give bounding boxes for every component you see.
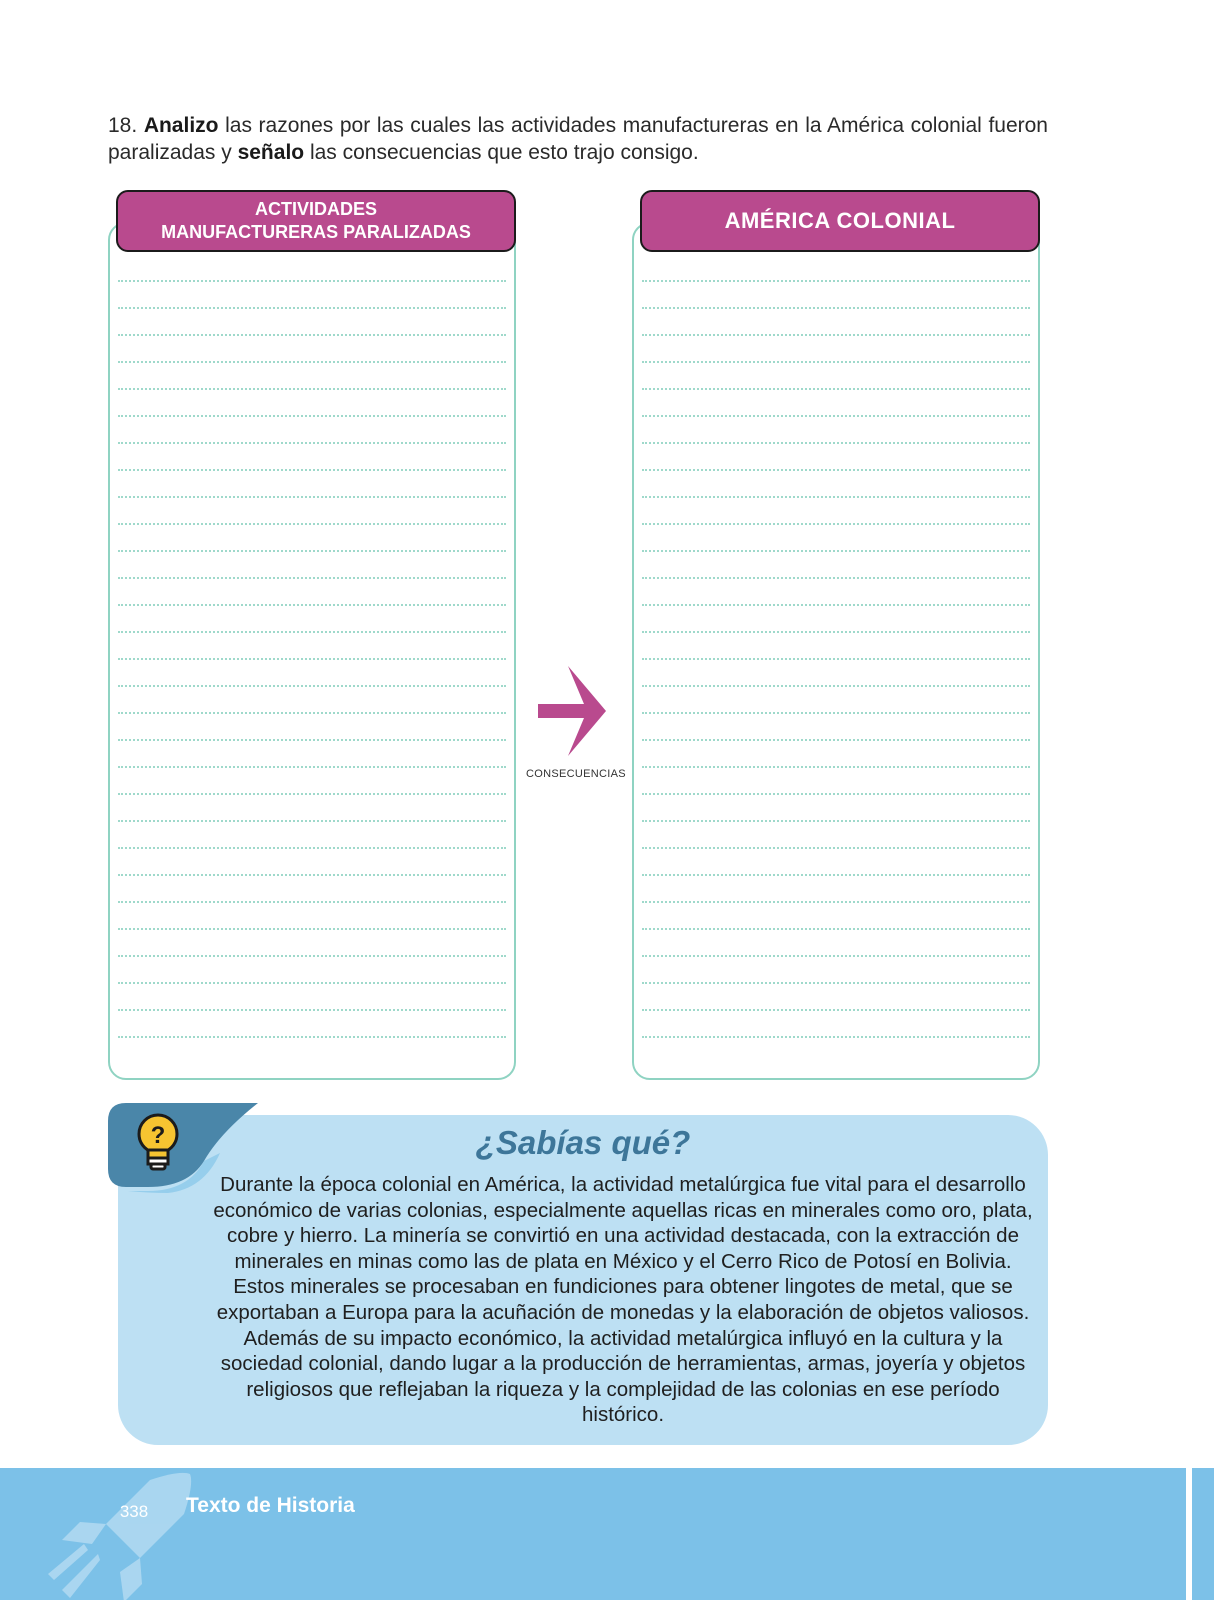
consequences-label: CONSECUENCIAS [526,768,626,780]
instruction-part2: las consecuencias que esto trajo consigo. [304,141,699,164]
rocket-icon [40,1470,200,1600]
writing-line [118,982,506,984]
writing-line [642,577,1030,579]
verb-senalo: señalo [237,141,305,164]
writing-line [118,1036,506,1038]
left-header-line2: MANUFACTURERAS PARALIZADAS [161,222,471,242]
writing-line [642,307,1030,309]
writing-line [118,820,506,822]
footer-title: Texto de Historia [186,1494,355,1517]
writing-line [118,550,506,552]
writing-line [642,901,1030,903]
writing-line [118,523,506,525]
writing-line [118,685,506,687]
writing-line [642,928,1030,930]
writing-line [642,793,1030,795]
writing-line [118,469,506,471]
writing-line [118,334,506,336]
writing-line [118,361,506,363]
writing-line [642,982,1030,984]
writing-line [118,658,506,660]
writing-line [642,334,1030,336]
writing-line [118,955,506,957]
writing-line [118,766,506,768]
writing-line [642,280,1030,282]
left-writing-panel[interactable] [108,222,516,1080]
writing-line [118,739,506,741]
writing-line [642,415,1030,417]
writing-line [118,712,506,714]
writing-line [642,874,1030,876]
writing-line [642,847,1030,849]
writing-line [118,631,506,633]
writing-line [118,280,506,282]
writing-line [642,631,1030,633]
left-header-line1: ACTIVIDADES [254,199,377,219]
writing-line [642,712,1030,714]
writing-line [118,388,506,390]
right-panel-header: AMÉRICA COLONIAL [640,190,1040,252]
writing-line [642,550,1030,552]
footer-edge-divider [1186,1468,1192,1600]
writing-line [642,820,1030,822]
writing-line [118,1009,506,1011]
left-panel-header [116,190,516,252]
left-writing-lines[interactable] [118,280,506,1062]
writing-line [642,766,1030,768]
writing-line [642,955,1030,957]
writing-line [118,901,506,903]
verb-analizo: Analizo [143,114,219,137]
writing-line [642,739,1030,741]
info-title: ¿Sabías qué? [475,1124,691,1161]
instruction-part1: las razones por las cuales las actividades manufactureras en la América colonial fueron paralizadas y [108,114,1048,164]
writing-line [118,496,506,498]
writing-line [118,442,506,444]
writing-line [118,577,506,579]
writing-line [118,847,506,849]
writing-line [642,442,1030,444]
writing-line [642,1036,1030,1038]
instruction-text [108,112,1048,166]
writing-line [118,793,506,795]
svg-text:?: ? [150,1122,166,1149]
exercise-number: 18. [108,114,138,137]
writing-line [118,604,506,606]
right-writing-lines[interactable] [642,280,1030,1062]
writing-line [642,469,1030,471]
right-writing-panel[interactable] [632,222,1040,1080]
writing-line [642,523,1030,525]
writing-line [642,361,1030,363]
writing-line [642,658,1030,660]
writing-line [118,307,506,309]
writing-line [642,496,1030,498]
writing-line [118,415,506,417]
page-number: 338 [119,1502,149,1521]
writing-line [642,1009,1030,1011]
info-body-text: Durante la época colonial en América, la actividad metalúrgica fue vital para el desarrollo económico de varias colonias, especialmente aquellas ricas en minerales como oro, plata, cobre y hierro. La minería se convirtió en una actividad destacada, con la extracción de minerales en minas como las de plata en México y el Cerro Rico de Potosí en Bolivia. Estos minerales se procesaban en fundiciones para obtener lingotes de metal, que se exportaban a Europa para la acuñación de monedas y la elaboración de objetos valiosos. Además de su impacto económico, la actividad metalúrgica influyó en la cultura y la sociedad colonial, dando lugar a la producción de herramientas, armas, joyería y objetos religiosos que reflejaban la riqueza y la complejidad de las colonias en ese período histórico. [213,1173,1033,1427]
writing-line [642,685,1030,687]
writing-line [642,604,1030,606]
arrow-right-icon [538,666,618,756]
writing-line [118,928,506,930]
writing-line [118,874,506,876]
writing-line [642,388,1030,390]
